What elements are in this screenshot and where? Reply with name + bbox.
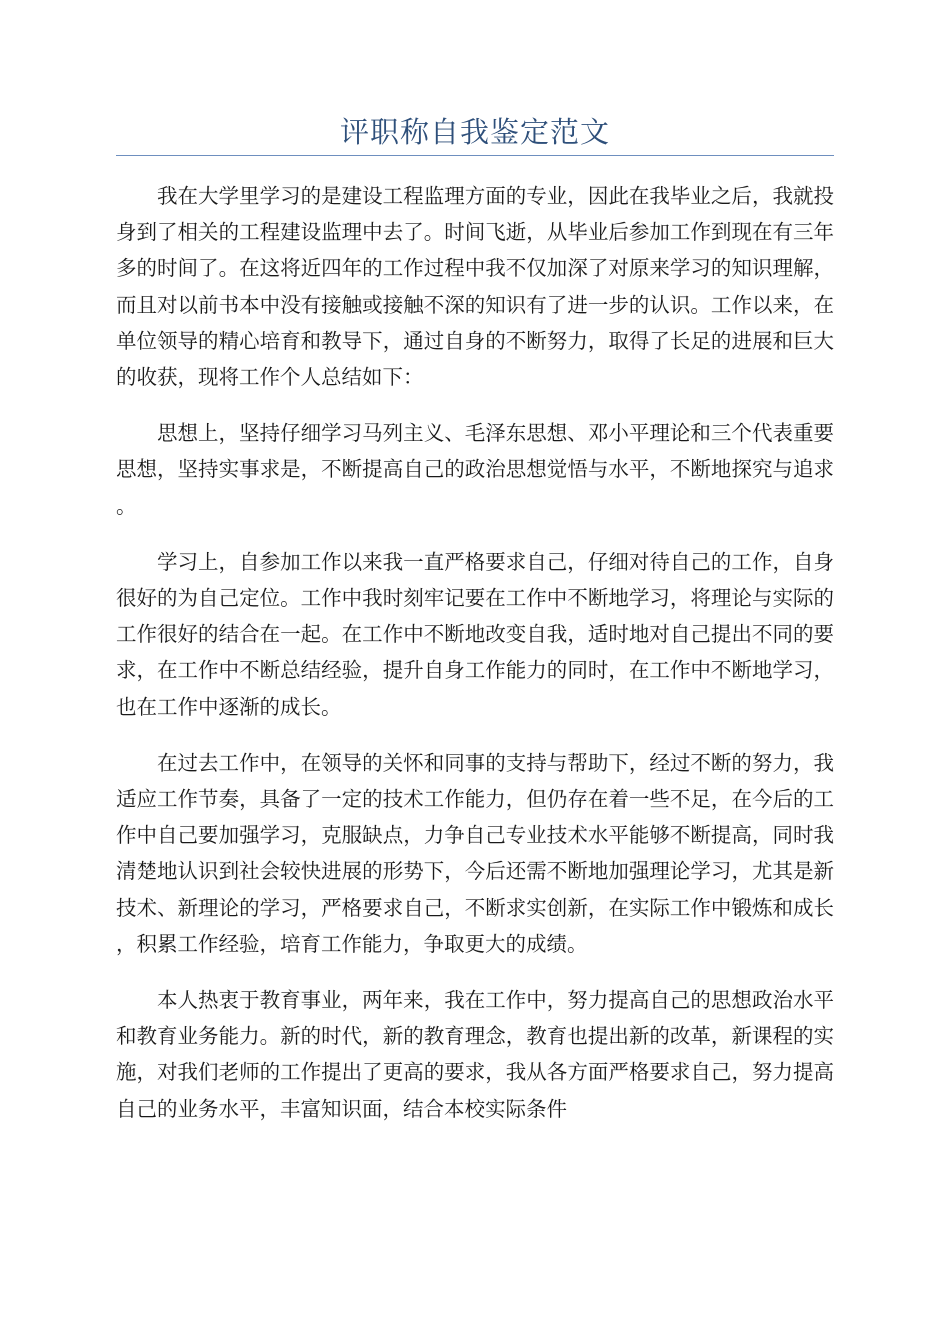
paragraph-thought: 思想上，坚持仔细学习马列主义、毛泽东思想、邓小平理论和三个代表重要思想，坚持实事求是，不断提高自己的政治思想觉悟与水平，不断地探究与追求。 (116, 421, 834, 518)
paragraph-study: 学习上，自参加工作以来我一直严格要求自己，仔细对待自己的工作，自身很好的为自己定位。工作中我时刻牢记要在工作中不断地学习，将理论与实际的工作很好的结合在一起。在工作中不断地改变自我，适时地对自己提出不同的要求，在工作中不断总结经验，提升自身工作能力的同时，在工作中不断地学习，也在工作中逐渐的成长。 (116, 549, 834, 719)
document-body (116, 178, 834, 1147)
paragraph-past-work: 在过去工作中，在领导的关怀和同事的支持与帮助下，经过不断的努力，我适应工作节奏，具备了一定的技术工作能力，但仍存在着一些不足，在今后的工作中自己要加强学习，克服缺点，力争自己专业技术水平能够不断提高，同时我清楚地认识到社会较快进展的形势下，今后还需不断地加强理论学习，尤其是新技术、新理论的学习，严格要求自己，不断求实创新，在实际工作中锻炼和成长，积累工作经验，培育工作能力，争取更大的成绩。 (116, 750, 834, 956)
paragraph-education: 本人热衷于教育事业，两年来，我在工作中，努力提高自己的思想政治水平和教育业务能力。新的时代，新的教育理念，教育也提出新的改革，新课程的实施，对我们老师的工作提出了更高的要求，我从各方面严格要求自己，努力提高自己的业务水平，丰富知识面，结合本校实际条件 (116, 988, 834, 1121)
document-title: 评职称自我鉴定范文 (339, 115, 610, 149)
title-underline (116, 155, 834, 156)
paragraph-intro: 我在大学里学习的是建设工程监理方面的专业，因此在我毕业之后，我就投身到了相关的工程建设监理中去了。时间飞逝，从毕业后参加工作到现在有三年多的时间了。在这将近四年的工作过程中我不仅加深了对原来学习的知识理解，而且对以前书本中没有接触或接触不深的知识有了进一步的认识。工作以来，在单位领导的精心培育和教导下，通过自身的不断努力，取得了长足的进展和巨大的收获，现将工作个人总结如下： (116, 184, 834, 390)
